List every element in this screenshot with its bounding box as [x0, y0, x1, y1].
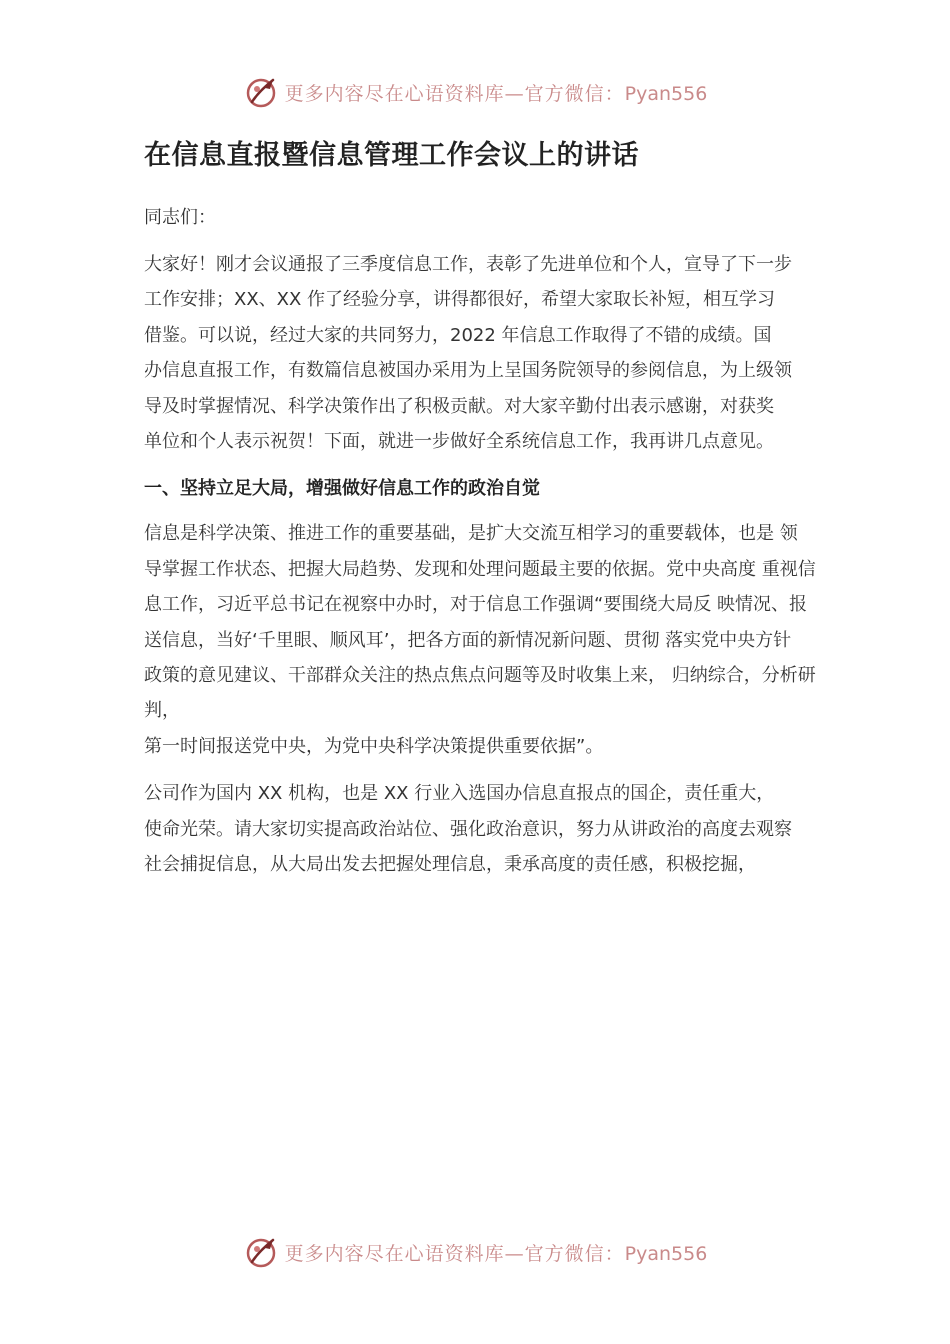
watermark-text: 更多内容尽在心语资料库—官方微信：Pyan556: [284, 1242, 708, 1265]
watermark-wechat-id: Pyan556: [624, 1242, 708, 1265]
watermark-logo-icon: [243, 74, 279, 110]
document-body: [144, 132, 844, 895]
watermark-bottom: [0, 1232, 950, 1272]
paragraph-opening: 大家好！刚才会议通报了三季度信息工作，表彰了先进单位和个人，宣导了下一步 工作安排；XX、XX 作了经验分享，讲得都很好，希望大家取长补短，相互学习 借鉴。可以说，经过大家的共同努力，2022 年信息工作取得了不错的成绩。国 办信息直报工作，有数篇信息被国办采用为上呈国务院领导的参阅信息，为上级领 导及时掌握情况、科学决策作出了积极贡献。对大家辛勤付出表示感谢，对获奖 单位和个人表示祝贺！下面，就进一步做好全系统信息工作，我再讲几点意见。: [144, 254, 792, 453]
watermark-logo-icon: [243, 1234, 279, 1270]
section-heading-1: 一、坚持立足大局，增强做好信息工作的政治自觉: [144, 478, 540, 500]
watermark-text: 更多内容尽在心语资料库—官方微信：Pyan556: [284, 82, 708, 105]
greeting: 同志们：: [144, 207, 216, 228]
watermark-wechat-id: Pyan556: [624, 82, 708, 105]
paragraph-section1-b: 公司作为国内 XX 机构，也是 XX 行业入选国办信息直报点的国企，责任重大， 使命光荣。请大家切实提高政治站位、强化政治意识，努力从讲政治的高度去观察 社会捕捉信息，从大局出发去把握处理信息，秉承高度的责任感，积极挖掘，: [144, 783, 792, 876]
page-title: 在信息直报暨信息管理工作会议上的讲话: [144, 140, 639, 171]
watermark-top: [0, 72, 950, 112]
paragraph-section1-a: 信息是科学决策、推进工作的重要基础，是扩大交流互相学习的重要载体，也是 领 导掌握工作状态、把握大局趋势、发现和处理问题最主要的依据。党中央高度 重视信 息工作，习近平总书记在视察中办时，对于信息工作强调“要围绕大局反 映情况、报 送信息，当好‘千里眼、顺风耳’，把各方面的新情况新问题、贯彻 落实党中央方针 政策的意见建议、干部群众关注的热点焦点问题等及时收集上来， 归纳综合，分析研判， 第一时间报送党中央，为党中央科学决策提供重要依据”。: [144, 523, 816, 757]
